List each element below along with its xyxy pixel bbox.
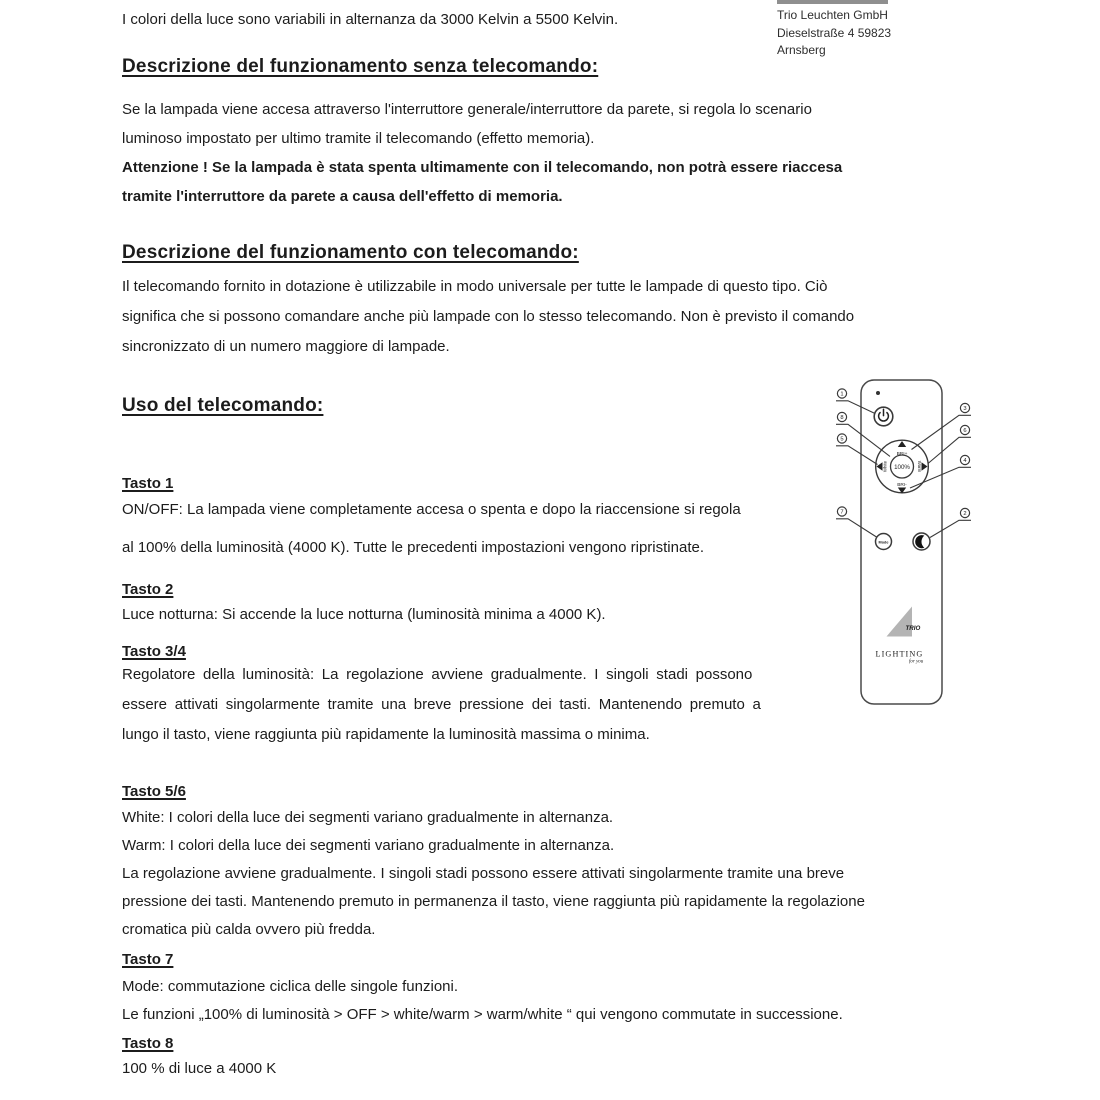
heading-uso-telecomando: Uso del telecomando:	[122, 395, 324, 416]
key-1-label: Tasto 1	[122, 475, 174, 492]
callout-number-4: 4	[963, 458, 967, 465]
letterhead-company: Trio Leuchten GmbH	[777, 8, 888, 22]
letterhead-rule	[777, 0, 888, 4]
key-2-description: Luce notturna: Si accende la luce notturna (luminosità minima a 4000 K).	[122, 606, 606, 623]
callout-number-8: 8	[840, 415, 844, 422]
mode-button-label: Mode	[878, 540, 889, 545]
heading-senza-telecomando: Descrizione del funzionamento senza telecomando:	[122, 56, 599, 77]
key-5-6-label: Tasto 5/6	[122, 783, 186, 800]
key-8-description: 100 % di luce a 4000 K	[122, 1060, 277, 1077]
key-3-4-description: Regolatore della luminosità: La regolazione avviene gradualmente. I singoli stadi possono essere attivati singolarmente tramite una breve pressione dei tasti. Mantenendo premuto a lungo il tasto, viene raggiunta più rapidamente la luminosità massima o minima.	[122, 666, 761, 743]
paragraph-attenzione-warning: Attenzione ! Se la lampada è stata spenta ultimamente con il telecomando, non potrà essere riaccesa tramite l'interruttore da parete a causa dell'effetto di memoria.	[122, 159, 843, 205]
paragraph-senza-body: Se la lampada viene accesa attraverso l'interruttore generale/interruttore da parete, si regola lo scenario luminoso impostato per ultimo tramite il telecomando (effetto memoria).	[122, 101, 812, 147]
lighting-brand-script: for you	[909, 659, 924, 665]
label-white: White	[882, 460, 888, 473]
remote-control-figure	[810, 370, 1010, 710]
intro-text: I colori della luce sono variabili in alternanza da 3000 Kelvin a 5500 Kelvin.	[122, 11, 619, 28]
key-7-label: Tasto 7	[122, 951, 174, 968]
letterhead	[777, 0, 891, 60]
label-center-100: 100%	[894, 463, 910, 471]
label-bri-plus: BRI+	[896, 452, 908, 457]
letterhead-city: Arnsberg	[777, 43, 826, 57]
key-8-label: Tasto 8	[122, 1035, 174, 1052]
letterhead-street: Dieselstraße 4 59823	[777, 25, 892, 40]
callout-number-6: 6	[963, 428, 967, 435]
led-indicator	[876, 391, 880, 395]
key-3-4-label: Tasto 3/4	[122, 643, 186, 660]
lighting-brand-text: LIGHTING	[875, 649, 924, 659]
heading-con-telecomando: Descrizione del funzionamento con telecomando:	[122, 242, 579, 263]
callout-number-1: 1	[840, 391, 844, 398]
callout-number-2: 2	[963, 511, 967, 518]
key-5-6-description: White: I colori della luce dei segmenti variano gradualmente in alternanza. Warm: I colori della luce dei segmenti variano gradualmente in alternanza. La regolazione avviene gradualmente. I singoli stadi possono essere attivati singolarmente tramite una breve pressione dei tasti. Mantenendo premuto in permanenza il tasto, viene raggiunta più rapidamente la regolazione cromatica più calda ovvero più fredda.	[122, 809, 865, 938]
callout-number-7: 7	[840, 509, 844, 516]
callout-number-3: 3	[963, 406, 967, 413]
label-bri-minus: BRI-	[897, 483, 907, 488]
trio-logo-text: TRIO	[905, 625, 921, 632]
paragraph-con-body: Il telecomando fornito in dotazione è utilizzabile in modo universale per tutte le lampade di questo tipo. Ciò significa che si possono comandare anche più lampade con lo stesso telecomando. Non è previsto il comando sincronizzato di un numero maggiore di lampade.	[122, 278, 855, 355]
label-warm: Warm	[916, 460, 922, 473]
key-1-description: ON/OFF: La lampada viene completamente accesa o spenta e dopo la riaccensione si regola al 100% della luminosità (4000 K). Tutte le precedenti impostazioni vengono ripristinate.	[122, 501, 741, 556]
key-2-label: Tasto 2	[122, 581, 174, 598]
callout-number-5: 5	[840, 436, 844, 443]
key-7-description: Mode: commutazione ciclica delle singole funzioni. Le funzioni „100% di luminosità > OFF > white/warm > warm/white “ qui vengono commutate in successione.	[122, 978, 843, 1023]
